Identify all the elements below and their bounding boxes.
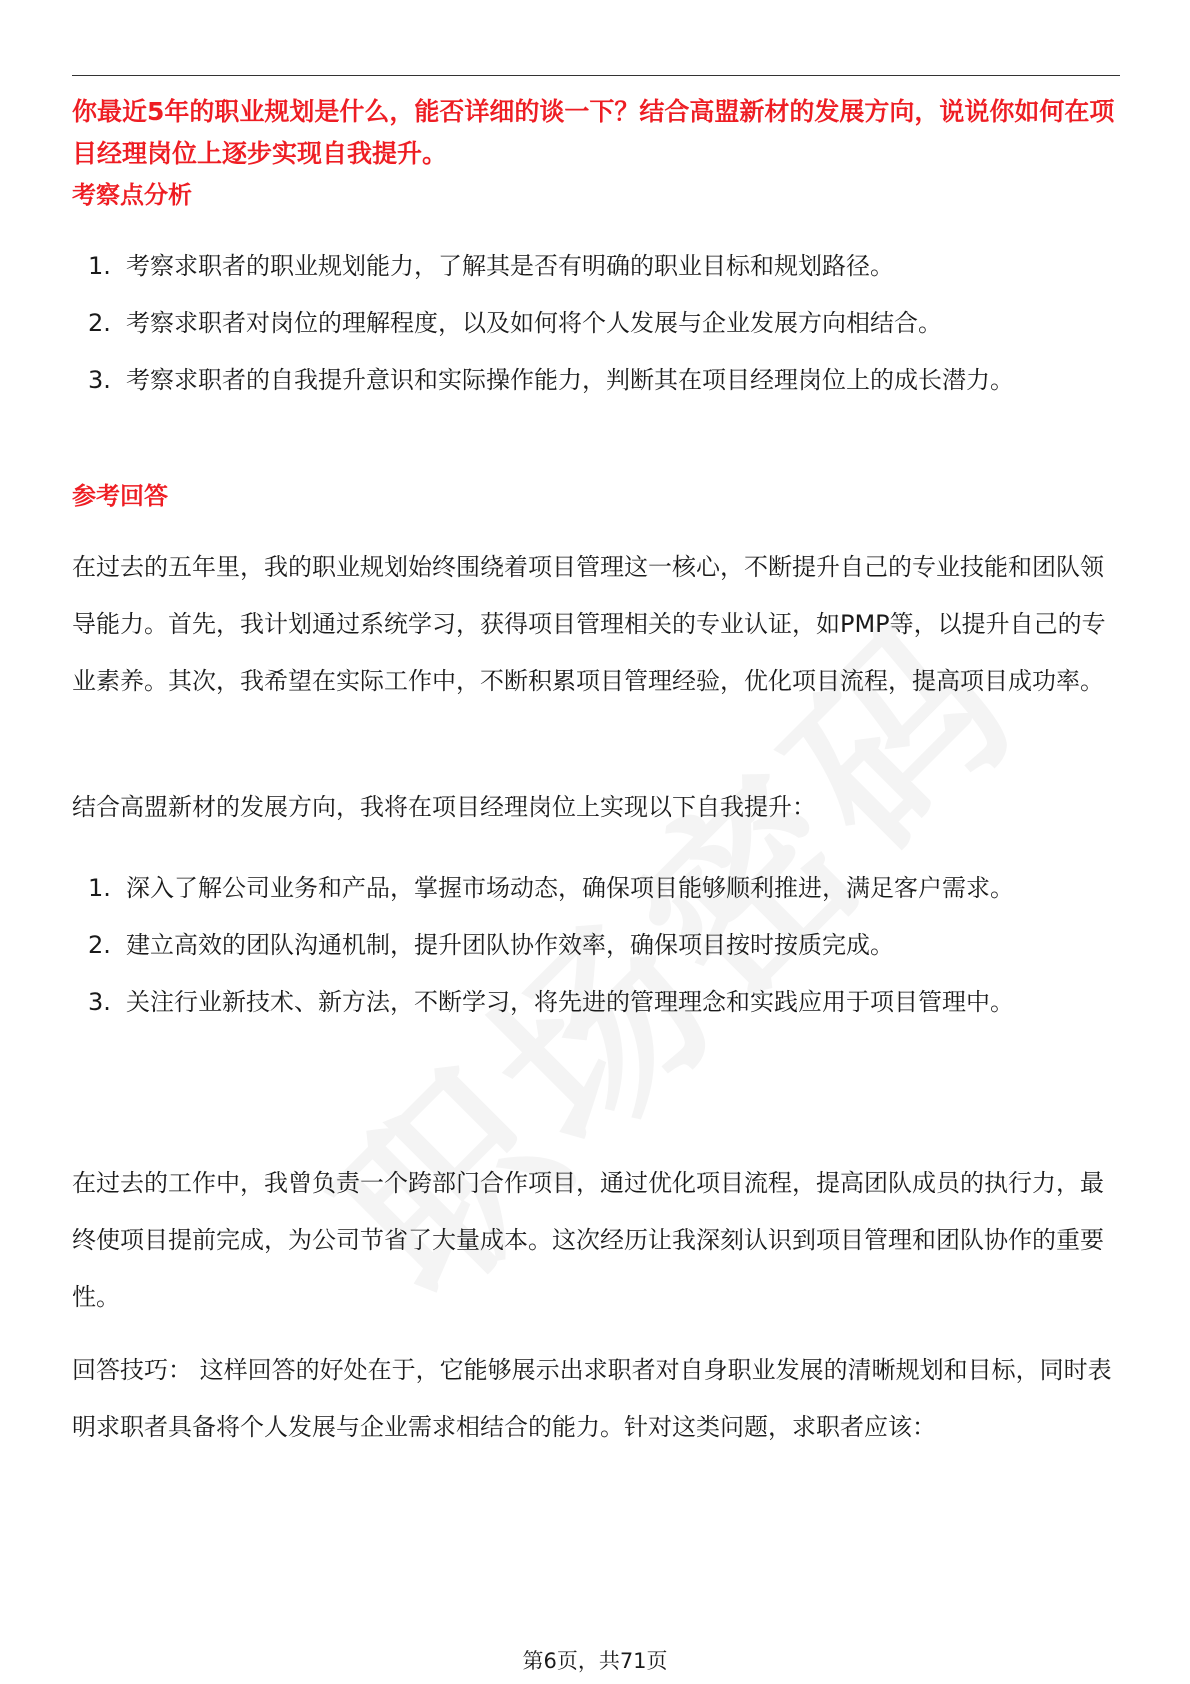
list-item bbox=[72, 917, 1120, 974]
list-text: 关注行业新技术、新方法，不断学习，将先进的管理理念和实践应用于项目管理中。 bbox=[126, 988, 1014, 1016]
interview-question: 你最近5年的职业规划是什么，能否详细的谈一下？结合高盟新材的发展方向，说说你如何在项目经理岗位上逐步实现自我提升。 bbox=[72, 97, 1115, 168]
answer-paragraph-1: 在过去的五年里，我的职业规划始终围绕着项目管理这一核心，不断提升自己的专业技能和团队领导能力。首先，我计划通过系统学习，获得项目管理相关的专业认证，如PMP等，以提升自己的专业素养。其次，我希望在实际工作中，不断积累项目管理经验，优化项目流程，提高项目成功率。 bbox=[72, 553, 1106, 695]
list-number: 3. bbox=[88, 366, 111, 394]
answer-tips: 回答技巧： 这样回答的好处在于，它能够展示出求职者对自身职业发展的清晰规划和目标，同时表明求职者具备将个人发展与企业需求相结合的能力。针对这类问题，求职者应该： bbox=[72, 1356, 1112, 1441]
list-number: 1. bbox=[88, 252, 111, 280]
list-item bbox=[72, 974, 1120, 1031]
header-divider bbox=[72, 75, 1120, 76]
document-page bbox=[72, 0, 1120, 1684]
analysis-heading: 考察点分析 bbox=[72, 181, 192, 209]
answer-paragraph-3: 在过去的工作中，我曾负责一个跨部门合作项目，通过优化项目流程，提高团队成员的执行力，最终使项目提前完成，为公司节省了大量成本。这次经历让我深刻认识到项目管理和团队协作的重要性。 bbox=[72, 1169, 1104, 1311]
list-text: 考察求职者的职业规划能力，了解其是否有明确的职业目标和规划路径。 bbox=[126, 252, 894, 280]
list-number: 3. bbox=[88, 988, 111, 1016]
answer-list bbox=[72, 860, 1120, 1031]
list-text: 深入了解公司业务和产品，掌握市场动态，确保项目能够顺利推进，满足客户需求。 bbox=[126, 874, 1014, 902]
analysis-list bbox=[72, 238, 1120, 409]
list-item bbox=[72, 352, 1120, 409]
list-item bbox=[72, 295, 1120, 352]
list-text: 考察求职者对岗位的理解程度，以及如何将个人发展与企业发展方向相结合。 bbox=[126, 309, 942, 337]
list-item bbox=[72, 238, 1120, 295]
list-number: 2. bbox=[88, 309, 111, 337]
answer-heading: 参考回答 bbox=[72, 482, 168, 510]
list-number: 1. bbox=[88, 874, 111, 902]
answer-paragraph-2: 结合高盟新材的发展方向，我将在项目经理岗位上实现以下自我提升： bbox=[72, 793, 816, 821]
list-number: 2. bbox=[88, 931, 111, 959]
page-number: 第6页，共71页 bbox=[522, 1649, 668, 1673]
list-text: 考察求职者的自我提升意识和实际操作能力，判断其在项目经理岗位上的成长潜力。 bbox=[126, 366, 1014, 394]
list-item bbox=[72, 860, 1120, 917]
list-text: 建立高效的团队沟通机制，提升团队协作效率，确保项目按时按质完成。 bbox=[126, 931, 894, 959]
